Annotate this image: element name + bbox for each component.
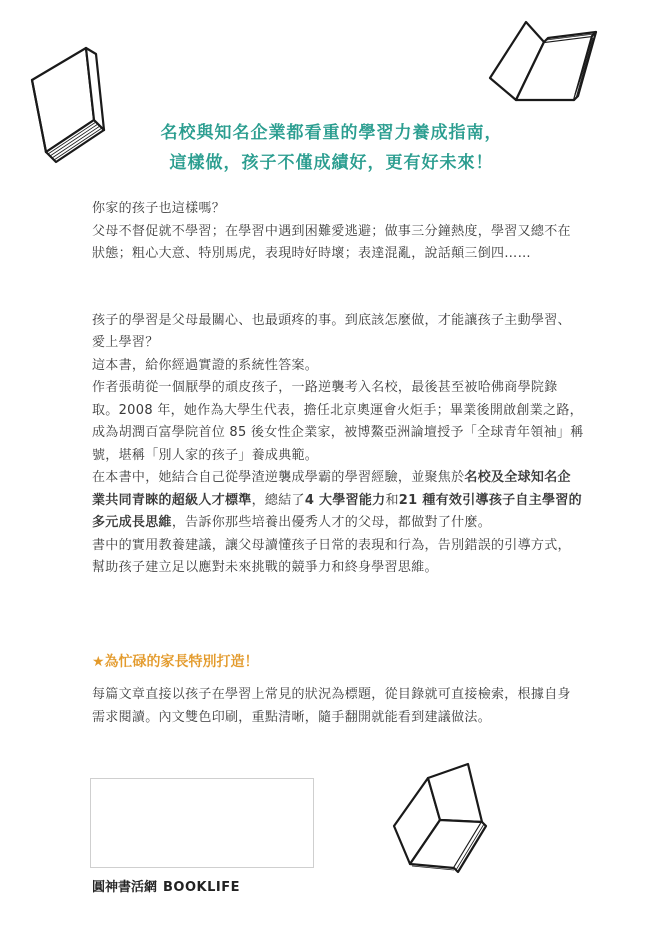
emphasis-text: 21 種有效引導孩子自主學習的多元成長思維: [92, 492, 582, 530]
empty-frame: [90, 778, 314, 868]
text-run: ，總結了: [251, 492, 305, 508]
paragraph: 書中的實用教養建議，讓父母讀懂孩子日常的表現和行為，告別錯誤的引導方式，幫助孩子建立足以應對未來挑戰的競爭力和終身學習思維。: [92, 537, 571, 575]
logo-en: BOOKLIFE: [163, 880, 240, 895]
logo-cn: 圓神書活網: [92, 880, 158, 895]
emphasis-text: 4 大學習能力: [304, 492, 386, 508]
text-run: 和: [385, 492, 399, 508]
open-book-icon: [486, 12, 602, 108]
headline-line-1: 名校與知名企業都看重的學習力養成指南，: [160, 123, 503, 143]
section-heading: ★為忙碌的家長特別打造！: [92, 654, 259, 670]
emphasis-text: 名校及全球知名企業共同青睞的超級人才標準: [92, 470, 571, 508]
paragraph: 父母不督促就不學習；在學習中遇到困難愛逃避；做事三分鐘熱度，學習又總不在狀態；粗心大意、特別馬虎，表現時好時壞；表達混亂，說話顛三倒四……: [92, 223, 571, 261]
spacer: [92, 266, 584, 288]
paragraph: [92, 467, 584, 535]
publisher-logo: [92, 876, 240, 895]
description-body: [92, 198, 584, 580]
spacer: [92, 288, 584, 310]
paragraph: 這本書，給你經過實證的系統性答案。: [92, 357, 319, 373]
text-run: ，告訴你那些培養出優秀人才的父母，都做對了什麼。: [171, 515, 492, 530]
paragraph: 作者張萌從一個厭學的頑皮孩子，一路逆襲考入名校，最後甚至被哈佛商學院錄取。2008 年，她作為大學生代表，擔任北京奧運會火炬手；畢業後開啟創業之路，成為胡潤百富學院首位 85 後女性企業家，被博鰲亞洲論壇授予「全球青年領袖」稱號，堪稱「別人家的孩子」養成典範。: [92, 380, 584, 463]
paragraph: 你家的孩子也這樣嗎？: [92, 201, 226, 216]
text-run: 在本書中，她結合自己從學渣逆襲成學霸的學習經驗，並聚焦於: [92, 470, 465, 485]
open-book-icon: [388, 760, 494, 880]
section-body: [92, 684, 584, 729]
paragraph: 每篇文章直接以孩子在學習上常見的狀況為標題，從目錄就可直接檢索，根據自身需求閱讀。內文雙色印刷，重點清晰，隨手翻開就能看到建議做法。: [92, 687, 571, 725]
paragraph: 孩子的學習是父母最關心、也最頭疼的事。到底該怎麼做，才能讓孩子主動學習、愛上學習？: [92, 312, 571, 350]
headline-line-2: 這樣做，孩子不僅成績好，更有好未來！: [169, 153, 494, 173]
